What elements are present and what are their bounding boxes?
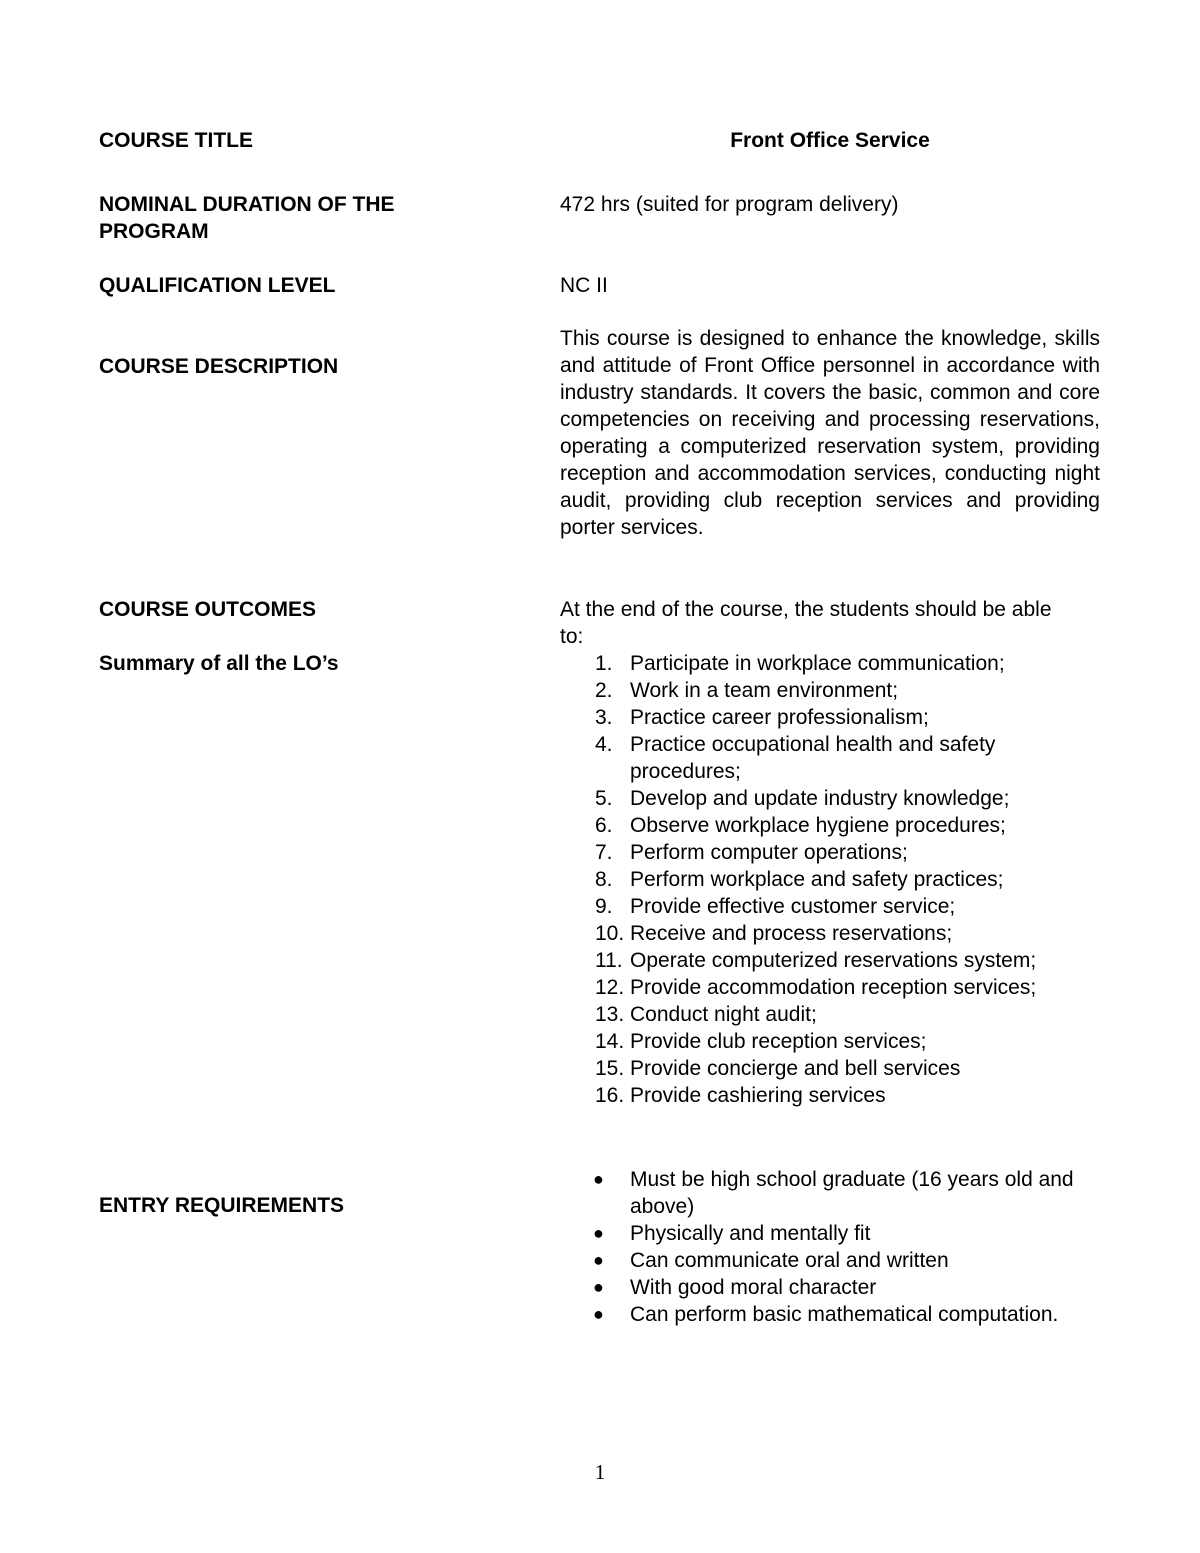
bullet-icon: ● xyxy=(593,1304,604,1324)
requirement-item xyxy=(560,1301,1080,1328)
course-title-value: Front Office Service xyxy=(730,129,930,152)
description-value: This course is designed to enhance the knowledge, skills and attitude of Front Office personnel in accordance with industry standards. It covers the basic, common and core competencies on receiving and processing reservations, operating a computerized reservation system, providing reception and accommodation services, conducting night audit, providing club reception services and providing porter services. xyxy=(560,327,1100,539)
requirement-item xyxy=(560,1274,1080,1301)
outcome-text: Operate computerized reservations system; xyxy=(630,949,1037,972)
requirement-text: Physically and mentally fit xyxy=(630,1222,871,1245)
outcome-number: 12. xyxy=(595,976,625,999)
outcome-item xyxy=(560,731,1080,785)
qualification-value: NC II xyxy=(560,274,608,297)
outcome-text: Develop and update industry knowledge; xyxy=(630,787,1010,810)
outcome-number: 5. xyxy=(595,787,613,810)
outcomes-intro: At the end of the course, the students should be able to: xyxy=(560,598,1052,648)
bullet-icon: ● xyxy=(593,1223,604,1243)
outcome-item xyxy=(560,866,1080,893)
outcome-text: Perform workplace and safety practices; xyxy=(630,868,1004,891)
bullet-icon: ● xyxy=(593,1277,604,1297)
description-label: COURSE DESCRIPTION xyxy=(99,355,339,378)
outcome-number: 10. xyxy=(595,922,625,945)
outcome-item xyxy=(560,1028,1080,1055)
outcome-number: 15. xyxy=(595,1057,625,1080)
requirement-item xyxy=(560,1220,1080,1247)
outcome-number: 6. xyxy=(595,814,613,837)
outcome-item xyxy=(560,1001,1080,1028)
course-title-label: COURSE TITLE xyxy=(99,129,254,152)
bullet-icon: ● xyxy=(593,1250,604,1270)
outcome-item xyxy=(560,1055,1080,1082)
outcome-number: 14. xyxy=(595,1030,625,1053)
outcome-text: Observe workplace hygiene procedures; xyxy=(630,814,1006,837)
outcome-item xyxy=(560,920,1080,947)
outcome-number: 1. xyxy=(595,652,613,675)
outcome-text: Provide cashiering services xyxy=(630,1084,886,1107)
outcome-item xyxy=(560,974,1080,1001)
requirement-item xyxy=(560,1247,1080,1274)
outcome-number: 13. xyxy=(595,1003,625,1026)
duration-value: 472 hrs (suited for program delivery) xyxy=(560,193,899,216)
outcome-number: 9. xyxy=(595,895,613,918)
duration-label: NOMINAL DURATION OF THE PROGRAM xyxy=(99,193,395,243)
outcome-text: Provide concierge and bell services xyxy=(630,1057,961,1080)
outcome-item xyxy=(560,947,1080,974)
outcome-item xyxy=(560,1082,1080,1109)
outcome-text: Receive and process reservations; xyxy=(630,922,953,945)
page-number: 1 xyxy=(594,1460,606,1484)
outcome-text: Practice occupational health and safety procedures; xyxy=(630,733,996,783)
outcome-item xyxy=(560,785,1080,812)
outcomes-block xyxy=(560,596,1080,1109)
outcome-text: Provide accommodation reception services; xyxy=(630,976,1037,999)
outcome-number: 2. xyxy=(595,679,613,702)
outcome-item xyxy=(560,704,1080,731)
outcome-number: 4. xyxy=(595,733,613,756)
outcome-item xyxy=(560,893,1080,920)
outcome-number: 11. xyxy=(595,949,623,972)
outcome-item xyxy=(560,650,1080,677)
entry-requirements-list xyxy=(560,1166,1080,1328)
requirement-item xyxy=(560,1166,1080,1220)
outcome-number: 3. xyxy=(595,706,613,729)
qualification-label: QUALIFICATION LEVEL xyxy=(99,274,336,297)
outcome-item xyxy=(560,677,1080,704)
requirement-text: Must be high school graduate (16 years old and above) xyxy=(630,1168,1074,1218)
outcome-text: Provide club reception services; xyxy=(630,1030,927,1053)
outcome-text: Participate in workplace communication; xyxy=(630,652,1005,675)
outcome-text: Perform computer operations; xyxy=(630,841,908,864)
outcome-number: 8. xyxy=(595,868,613,891)
entry-label: ENTRY REQUIREMENTS xyxy=(99,1194,345,1217)
outcome-text: Work in a team environment; xyxy=(630,679,899,702)
outcomes-sublabel: Summary of all the LO’s xyxy=(99,652,339,675)
outcome-text: Provide effective customer service; xyxy=(630,895,956,918)
entry-block xyxy=(560,1166,1080,1328)
outcome-item xyxy=(560,812,1080,839)
outcomes-list xyxy=(560,650,1080,1109)
outcome-number: 16. xyxy=(595,1084,625,1107)
requirement-text: With good moral character xyxy=(630,1276,877,1299)
outcome-text: Conduct night audit; xyxy=(630,1003,817,1026)
requirement-text: Can perform basic mathematical computation. xyxy=(630,1303,1059,1326)
outcomes-label: COURSE OUTCOMES xyxy=(99,598,317,621)
outcome-text: Practice career professionalism; xyxy=(630,706,929,729)
outcome-number: 7. xyxy=(595,841,613,864)
requirement-text: Can communicate oral and written xyxy=(630,1249,949,1272)
bullet-icon: ● xyxy=(593,1169,604,1189)
outcome-item xyxy=(560,839,1080,866)
